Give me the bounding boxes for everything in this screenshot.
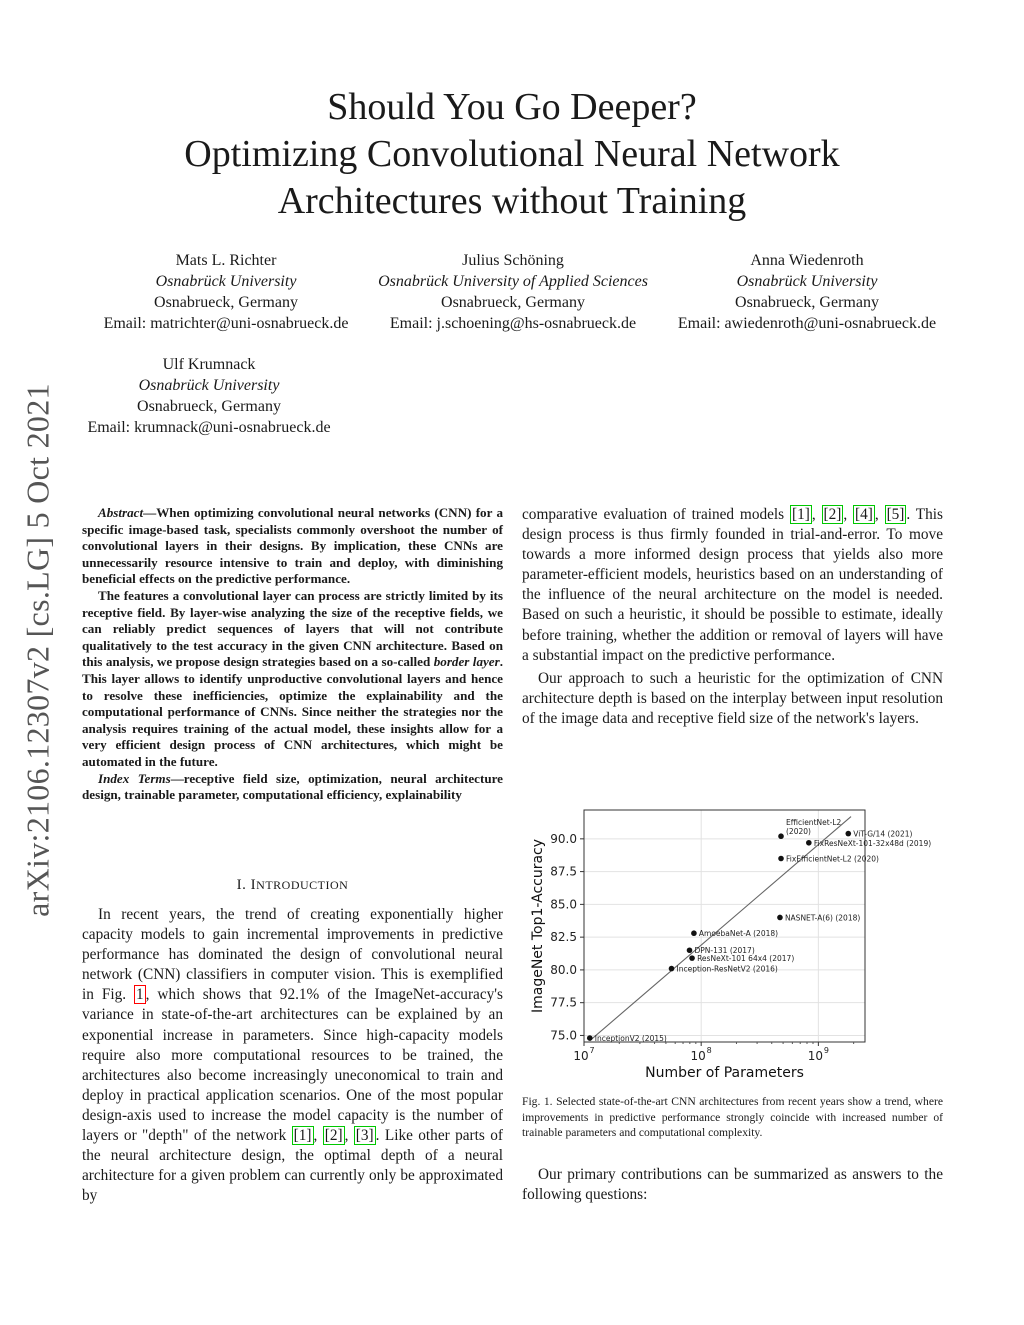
data-label: Inception-ResNetV2 (2016) bbox=[676, 964, 778, 974]
author-block bbox=[358, 250, 668, 334]
title-line-3: Architectures without Training bbox=[277, 180, 747, 222]
author-name: Ulf Krumnack bbox=[162, 356, 256, 373]
author-email: Email: j.schoening@hs-osnabrueck.de bbox=[389, 315, 637, 332]
y-axis-label: ImageNet Top1-Accuracy bbox=[530, 838, 546, 1014]
author-location: Osnabrueck, Germany bbox=[137, 398, 281, 415]
data-point bbox=[687, 947, 693, 953]
author-location: Osnabrueck, Germany bbox=[735, 294, 879, 311]
x-axis-label: Number of Parameters bbox=[645, 1065, 804, 1081]
data-point bbox=[845, 831, 851, 837]
data-label: FixResNeXt-101-32x48d (2019) bbox=[813, 838, 932, 848]
section-title-rest: NTRODUCTION bbox=[256, 878, 349, 892]
y-tick-label: 82.5 bbox=[550, 930, 577, 945]
data-point bbox=[689, 955, 695, 961]
paper-title bbox=[0, 84, 1024, 225]
figure-link[interactable]: 1 bbox=[136, 986, 144, 1004]
right-column-text: comparative evaluation of trained models [1] , [2] , [4] , [5] . This design process is thus firmly founded in trial-and-error. To move towards a more informed design process that yields also more parameter-efficient models, heuristics based on an understanding of the influence of the neural architecture on the model is needed. Based on such a heuristic, it should be possible to estimate, ideally before training, whether the addition or removal of layers will have a substantial impact on the predictive performance. Our approach to such a heuristic for the optimization of CNN architecture depth is based on the interplay between input resolution of the image data and receptive field size of the network's layers. bbox=[522, 505, 943, 729]
data-label: ResNeXt-101 64x4 (2017) bbox=[697, 954, 795, 964]
right-column-text-bottom bbox=[522, 1165, 943, 1205]
data-label: InceptionV2 (2015) bbox=[594, 1034, 667, 1044]
right-text-b: . This design process is thus firmly founded in trial-and-error. To move towards a more informed design process that yields also more parameter-efficient models, heuristics based on an understanding of the influence of the neural architecture on the model is needed. Based on such a heuristic, it should be possible to estimate, ideally before training, whether the addition or removal of layers will have a substantial impact on the predictive performance. bbox=[522, 506, 943, 664]
data-point bbox=[778, 856, 784, 862]
author-name: Mats L. Richter bbox=[175, 252, 277, 269]
author-location: Osnabrueck, Germany bbox=[154, 294, 298, 311]
y-tick-label: 85.0 bbox=[550, 897, 577, 912]
abstract-paragraph-1: —When optimizing convolutional neural networks (CNN) for a specific image-based task, specialists commonly overshoot the number of convolutional layers in their designs. By implication, these CNNs are unnecessarily resource intensive to train and deploy, with diminishing beneficial effects on the predictive performance. bbox=[82, 505, 503, 587]
scatter-plot bbox=[520, 800, 950, 1082]
author-email: Email: krumnack@uni-osnabrueck.de bbox=[87, 419, 331, 436]
author-name: Anna Wiedenroth bbox=[750, 252, 864, 269]
citation-link[interactable]: [5] bbox=[886, 506, 905, 523]
title-line-1: Should You Go Deeper? bbox=[327, 86, 697, 128]
data-label: FixEfficientNet-L2 (2020) bbox=[786, 854, 879, 864]
abstract-paragraph-2b: . This layer allows to identify unproductive convolutional layers and hence to resolve these inefficiencies, optimize the explainability and the computational performance of CNNs. Since neither the strategies nor the analysis requires training of the actual model, these insights allow for a very efficient design process of CNN architectures, which might be automated in the future. bbox=[82, 654, 503, 769]
y-tick-label: 90.0 bbox=[550, 831, 577, 846]
author-email: Email: awiedenroth@uni-osnabrueck.de bbox=[677, 315, 937, 332]
y-tick-label: 80.0 bbox=[550, 962, 577, 977]
abstract bbox=[82, 505, 503, 804]
index-terms-label: Index Terms bbox=[98, 770, 171, 786]
citation-link[interactable]: [2] bbox=[324, 1127, 343, 1145]
author-affiliation: Osnabrück University bbox=[138, 377, 280, 394]
data-label: NASNET-A(6) (2018) bbox=[784, 913, 861, 923]
abstract-emphasis: border layer bbox=[433, 654, 500, 670]
y-tick-label: 75.0 bbox=[550, 1028, 577, 1043]
data-point bbox=[806, 840, 812, 846]
data-label: (2020) bbox=[786, 827, 811, 837]
arxiv-stamp-text: arXiv:2106.12307v2 [cs.LG] 5 Oct 2021 bbox=[19, 383, 56, 917]
right-paragraph-2: Our approach to such a heuristic for the optimization of CNN architecture depth is based on the interplay between input resolution of the image data and receptive field size of the network's layers. bbox=[522, 669, 943, 727]
citation-link[interactable]: [1] bbox=[293, 1127, 312, 1145]
title-line-2: Optimizing Convolutional Neural Network bbox=[184, 133, 840, 175]
data-label: AmoebaNet-A (2018) bbox=[698, 929, 779, 939]
arxiv-identifier bbox=[8, 370, 68, 930]
data-label: EfficientNet-L2 bbox=[786, 818, 842, 828]
author-name: Julius Schöning bbox=[462, 252, 564, 269]
section-first-letter: I bbox=[250, 877, 257, 893]
citation-link[interactable]: [3] bbox=[355, 1127, 374, 1145]
y-tick-label: 77.5 bbox=[550, 995, 577, 1010]
x-tick-label: 10 bbox=[807, 1049, 824, 1063]
data-label: DPN-131 (2017) bbox=[694, 946, 755, 956]
data-point bbox=[691, 930, 697, 936]
data-point bbox=[778, 833, 784, 839]
author-block bbox=[76, 354, 342, 438]
introduction-text: In recent years, the trend of creating exponentially higher capacity models to gain incremental improvements in predictive performance has dominated the design of convolutional neural network (CNN) classifiers in computer vision. This is exemplified in Fig. 1 , which shows that 92.1% of the ImageNet-accuracy's variance in state-of-the-art architectures can be explained by an exponential increase in parameters. Since high-capacity models require also more computational resources to be trained, the architectures also become increasingly uneconomical to train and deploy in practical application scenarios. One of the most popular design-axis used to increase the model capacity is the number of layers or "depth" of the network [1] , [2] , [3] . Like other parts of the neural architecture design, the optimal depth of a neural architecture for a given problem can currently only be approximated by bbox=[82, 906, 503, 1205]
figure-caption: Fig. 1. Selected state-of-the-art CNN architectures from recent years show a trend, where improvements in predictive performance strongly coincide with increased number of trainable parameters and computational complexity. bbox=[522, 1095, 943, 1140]
section-numeral: I. bbox=[236, 877, 247, 893]
index-terms: —receptive field size, optimization, neural architecture design, trainable parameter, computational efficiency, explainability bbox=[82, 770, 503, 803]
x-tick-exponent: 9 bbox=[823, 1046, 829, 1055]
data-point bbox=[669, 966, 675, 972]
data-point bbox=[777, 915, 783, 921]
abstract-paragraph-2a: The features a convolutional layer can process are strictly limited by its receptive field. By layer-wise analyzing the size of the receptive fields, we can reliably predict sequences of layers that will not contribute qualitatively to the test accuracy in the given CNN architecture. Based on this analysis, we propose design strategies based on a so-called bbox=[82, 587, 503, 670]
figure-1-chart bbox=[520, 800, 950, 1082]
x-tick-exponent: 8 bbox=[706, 1046, 712, 1055]
author-location: Osnabrueck, Germany bbox=[441, 294, 585, 311]
section-heading bbox=[82, 877, 503, 894]
author-block bbox=[660, 250, 954, 334]
right-text-a: comparative evaluation of trained models bbox=[522, 506, 790, 523]
intro-text-c: . Like other parts of the neural architecture design, the optimal depth of a neural architecture for a given problem can currently only be approximated by bbox=[82, 1127, 503, 1205]
author-affiliation: Osnabrück University of Applied Sciences bbox=[378, 273, 648, 290]
author-block bbox=[86, 250, 366, 334]
data-label: ViT-G/14 (2021) bbox=[853, 829, 913, 839]
author-affiliation: Osnabrück University bbox=[736, 273, 878, 290]
author-affiliation: Osnabrück University bbox=[155, 273, 297, 290]
intro-text-b: , which shows that 92.1% of the ImageNet-accuracy's variance in state-of-the-art architectures can be explained by an exponential increase in parameters. Since high-capacity models require also more computational resources to be trained, the architectures also become increasingly uneconomical to train and deploy in practical application scenarios. One of the most popular design-axis used to increase the model capacity is the number of layers or "depth" of the network bbox=[82, 986, 503, 1145]
y-tick-label: 87.5 bbox=[550, 864, 577, 879]
citation-link[interactable]: [4] bbox=[855, 506, 873, 523]
author-email: Email: matrichter@uni-osnabrueck.de bbox=[103, 315, 349, 332]
intro-text-a: In recent years, the trend of creating exponentially higher capacity models to gain incremental improvements in predictive performance has dominated the design of convolutional neural network (CNN) classifiers in computer vision. This is exemplified in Fig. bbox=[82, 906, 503, 1004]
citation-link[interactable]: [1] bbox=[791, 506, 810, 523]
x-tick-label: 10 bbox=[690, 1049, 706, 1063]
right-paragraph-3: Our primary contributions can be summarized as answers to the following questions: bbox=[522, 1166, 943, 1204]
x-tick-exponent: 7 bbox=[589, 1046, 595, 1055]
citation-link[interactable]: [2] bbox=[823, 506, 842, 523]
data-point bbox=[587, 1035, 593, 1041]
x-tick-label: 10 bbox=[573, 1049, 589, 1063]
abstract-label: Abstract bbox=[98, 505, 144, 520]
